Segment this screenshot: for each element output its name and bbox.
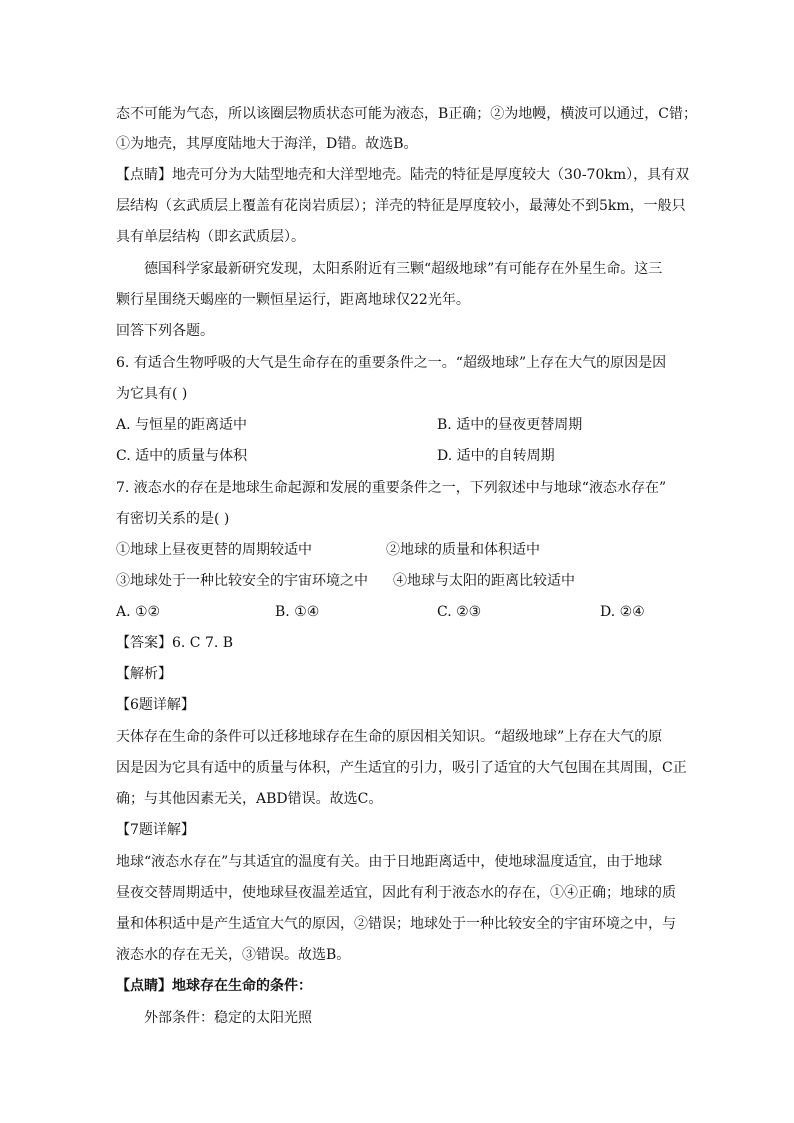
q7-option-d: D. ②④ xyxy=(600,604,645,620)
text-line: 天体存在生命的条件可以迁移地球存在生命的原因相关知识。“超级地球”上存在大气的原 xyxy=(116,729,663,745)
q7-statement-1: ①地球上昼夜更替的周期较适中 xyxy=(116,542,312,558)
q6-option-d: D. 适中的自转周期 xyxy=(437,448,555,464)
text-line: 层结构（玄武质层上覆盖有花岗岩质层）；洋壳的特征是厚度较小，最薄处不到5km，一般只 xyxy=(116,198,686,214)
text-line: 外部条件：稳定的太阳光照 xyxy=(144,1010,312,1026)
text-line: 具有单层结构（即玄武质层）。 xyxy=(116,229,305,245)
text-line: ①为地壳，其厚度陆地大于海洋，D错。故选B。 xyxy=(116,136,418,152)
q6-option-c: C. 适中的质量与体积 xyxy=(116,448,248,464)
q7-statement-4: ④地球与太阳的距离比较适中 xyxy=(393,573,575,589)
text-line: 态不可能为气态，所以该圈层物质状态可能为液态，B正确；②为地幔，横波可以通过，C错； xyxy=(116,106,697,122)
text-line: 确；与其他因素无关，ABD错误。故选C。 xyxy=(116,791,383,807)
passage-line: 德国科学家最新研究发现，太阳系附近有三颗“超级地球”有可能存在外星生命。这三 xyxy=(144,261,663,277)
text-line: 量和体积适中是产生适宜大气的原因，②错误；地球处于一种比较安全的宇宙环境之中，与 xyxy=(116,916,676,932)
q7-explanation-heading: 【7题详解】 xyxy=(116,822,195,838)
q6-explanation-heading: 【6题详解】 xyxy=(116,697,195,713)
question-6-line: 6. 有适合生物呼吸的大气是生命存在的重要条件之一。“超级地球”上存在大气的原因是因 xyxy=(116,355,667,371)
tip-heading-line: 【点睛】地壳可分为大陆型地壳和大洋型地壳。陆壳的特征是厚度较大（30-70km），具有双 xyxy=(116,167,690,183)
q6-option-a: A. 与恒星的距离适中 xyxy=(116,417,248,433)
question-7-line: 有密切关系的是( ) xyxy=(116,511,230,527)
question-7-line: 7. 液态水的存在是地球生命起源和发展的重要条件之一，下列叙述中与地球“液态水存在” xyxy=(116,480,667,496)
q7-option-b: B. ①④ xyxy=(275,604,320,620)
instruction-line: 回答下列各题。 xyxy=(116,323,214,339)
q7-statement-2: ②地球的质量和体积适中 xyxy=(386,542,540,558)
text-line: 因是因为它具有适中的质量与体积，产生适宜的引力，吸引了适宜的大气包围在其周围，C正 xyxy=(116,760,687,776)
tip-heading: 【点睛】地球存在生命的条件： xyxy=(116,978,312,994)
passage-line: 颗行星围绕天蝎座的一颗恒星运行，距离地球仅22光年。 xyxy=(116,292,470,308)
text-line: 昼夜交替周期适中，使地球昼夜温差适宜，因此有利于液态水的存在，①④正确；地球的质 xyxy=(116,885,676,901)
answer-line: 【答案】6. C 7. B xyxy=(116,635,234,651)
q7-statement-3: ③地球处于一种比较安全的宇宙环境之中 xyxy=(116,573,368,589)
analysis-heading: 【解析】 xyxy=(116,666,172,682)
q6-option-b: B. 适中的昼夜更替周期 xyxy=(437,417,583,433)
text-line: 地球“液态水存在”与其适宜的温度有关。由于日地距离适中，使地球温度适宜，由于地球 xyxy=(116,854,663,870)
q7-option-c: C. ②③ xyxy=(437,604,482,620)
q7-option-a: A. ①② xyxy=(116,604,161,620)
question-6-line: 为它具有( ) xyxy=(116,386,188,402)
text-line: 液态水的存在无关，③错误。故选B。 xyxy=(116,947,351,963)
